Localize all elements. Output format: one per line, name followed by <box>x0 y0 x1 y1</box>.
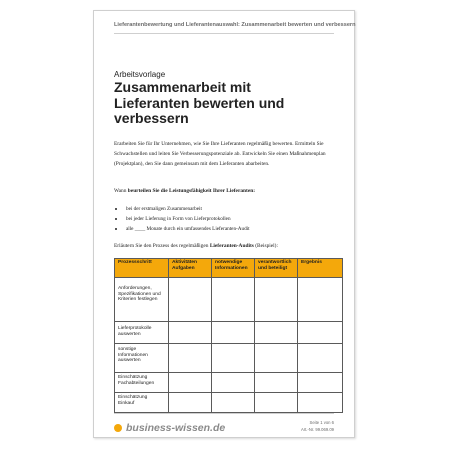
table-cell[interactable] <box>255 278 298 322</box>
lead-suffix: : <box>253 188 256 194</box>
process-step-cell <box>115 344 169 373</box>
header-divider <box>114 33 334 34</box>
list-item <box>114 214 250 224</box>
table-cell[interactable] <box>212 393 255 413</box>
table-cell[interactable] <box>212 344 255 373</box>
process-step-cell <box>115 373 169 393</box>
table-intro <box>114 243 278 249</box>
table-cell[interactable] <box>298 393 343 413</box>
title-line: verbessern <box>114 110 189 126</box>
table-row <box>115 393 343 413</box>
bullet-icon <box>115 228 117 230</box>
audit-process-table <box>114 258 343 413</box>
column-header: verantwortlich und beteiligt <box>255 259 298 278</box>
bullet-icon <box>115 208 117 210</box>
table-cell[interactable] <box>169 373 212 393</box>
table-cell[interactable] <box>212 322 255 344</box>
lead-prefix: Wann <box>114 188 128 194</box>
footer-meta <box>301 419 334 433</box>
document-title <box>114 80 344 127</box>
table-cell[interactable] <box>255 373 298 393</box>
article-number: Art.-Nr. 99.069.09 <box>300 427 334 432</box>
lead-question <box>114 188 255 194</box>
column-header: Aktivitäten Aufgaben <box>169 259 212 278</box>
process-step-label: Anforderungen, Spezifikationen und Kriterien festlegen <box>118 286 161 303</box>
table-intro-prefix: Erläutern Sie den Prozess des regelmäßigen <box>114 243 210 249</box>
document-kicker: Arbeitsvorlage <box>114 70 166 79</box>
table-cell[interactable] <box>298 373 343 393</box>
process-step-cell <box>115 322 169 344</box>
process-step-label: sonstige Informationen auswerten <box>118 347 148 364</box>
table-cell[interactable] <box>169 393 212 413</box>
process-step-label: Einschätzung Einkauf <box>118 395 148 406</box>
running-header: Lieferantenbewertung und Lieferantenauswahl: Zusammenarbeit bewerten und verbessern <box>114 22 356 28</box>
intro-paragraph <box>114 139 342 170</box>
column-header: Prozessschritt <box>115 259 169 278</box>
lead-bold: beurteilen Sie die Leistungsfähigkeit Ihrer Lieferanten <box>127 188 254 194</box>
page-number: Seite 1 von 6 <box>309 420 334 425</box>
table-cell[interactable] <box>255 322 298 344</box>
process-step-cell <box>115 278 169 322</box>
footer-divider <box>114 413 334 414</box>
list-item <box>114 224 250 234</box>
table-intro-suffix: (Beispiel): <box>253 243 278 249</box>
table-intro-bold: Lieferanten-Audits <box>209 243 254 249</box>
table-row <box>115 322 343 344</box>
table-row <box>115 278 343 322</box>
table-row <box>115 373 343 393</box>
table-cell[interactable] <box>255 393 298 413</box>
brand-wordmark: business-wissen.de <box>126 422 226 434</box>
table-cell[interactable] <box>298 278 343 322</box>
column-header: Ergebnis <box>298 259 343 278</box>
process-step-label: Einschätzung Fachabteilungen <box>118 375 155 386</box>
table-cell[interactable] <box>212 373 255 393</box>
table-cell[interactable] <box>169 344 212 373</box>
table-cell[interactable] <box>298 322 343 344</box>
brand-dot-icon <box>114 424 122 432</box>
table-cell[interactable] <box>169 278 212 322</box>
title-line: Zusammenarbeit mit <box>114 79 251 95</box>
table-cell[interactable] <box>298 344 343 373</box>
bullet-icon <box>115 218 117 220</box>
title-line: Lieferanten bewerten und <box>114 94 285 111</box>
bullet-list <box>114 204 250 234</box>
table-cell[interactable] <box>169 322 212 344</box>
process-step-label: Lieferprotokolle auswerten <box>118 326 152 337</box>
list-item-text: bei jeder Lieferung in Form von Lieferprotokollen <box>126 216 231 222</box>
list-item <box>114 204 250 214</box>
table-row <box>115 344 343 373</box>
column-header: notwendige Informationen <box>212 259 255 278</box>
brand-logo <box>114 422 225 434</box>
table-header-row <box>115 259 343 278</box>
table-cell[interactable] <box>212 278 255 322</box>
process-step-cell <box>115 393 169 413</box>
list-item-text: bei der erstmaligen Zusammenarbeit <box>126 206 202 212</box>
document-page <box>93 10 355 438</box>
list-item-text: alle ____ Monate durch ein umfassendes Lieferanten-Audit <box>126 226 250 232</box>
table-cell[interactable] <box>255 344 298 373</box>
intro-text: Erarbeiten Sie für Ihr Unternehmen, wie Sie Ihre Lieferanten regelmäßig bewerten. Ermitteln Sie Schwachstellen und leiten Sie Verbesserungspotenziale ab. Entwickeln Sie einen Maßnahmenplan (Projektplan), den Sie dann gemeinsam mit dem Lieferanten abarbeiten. <box>114 141 326 168</box>
